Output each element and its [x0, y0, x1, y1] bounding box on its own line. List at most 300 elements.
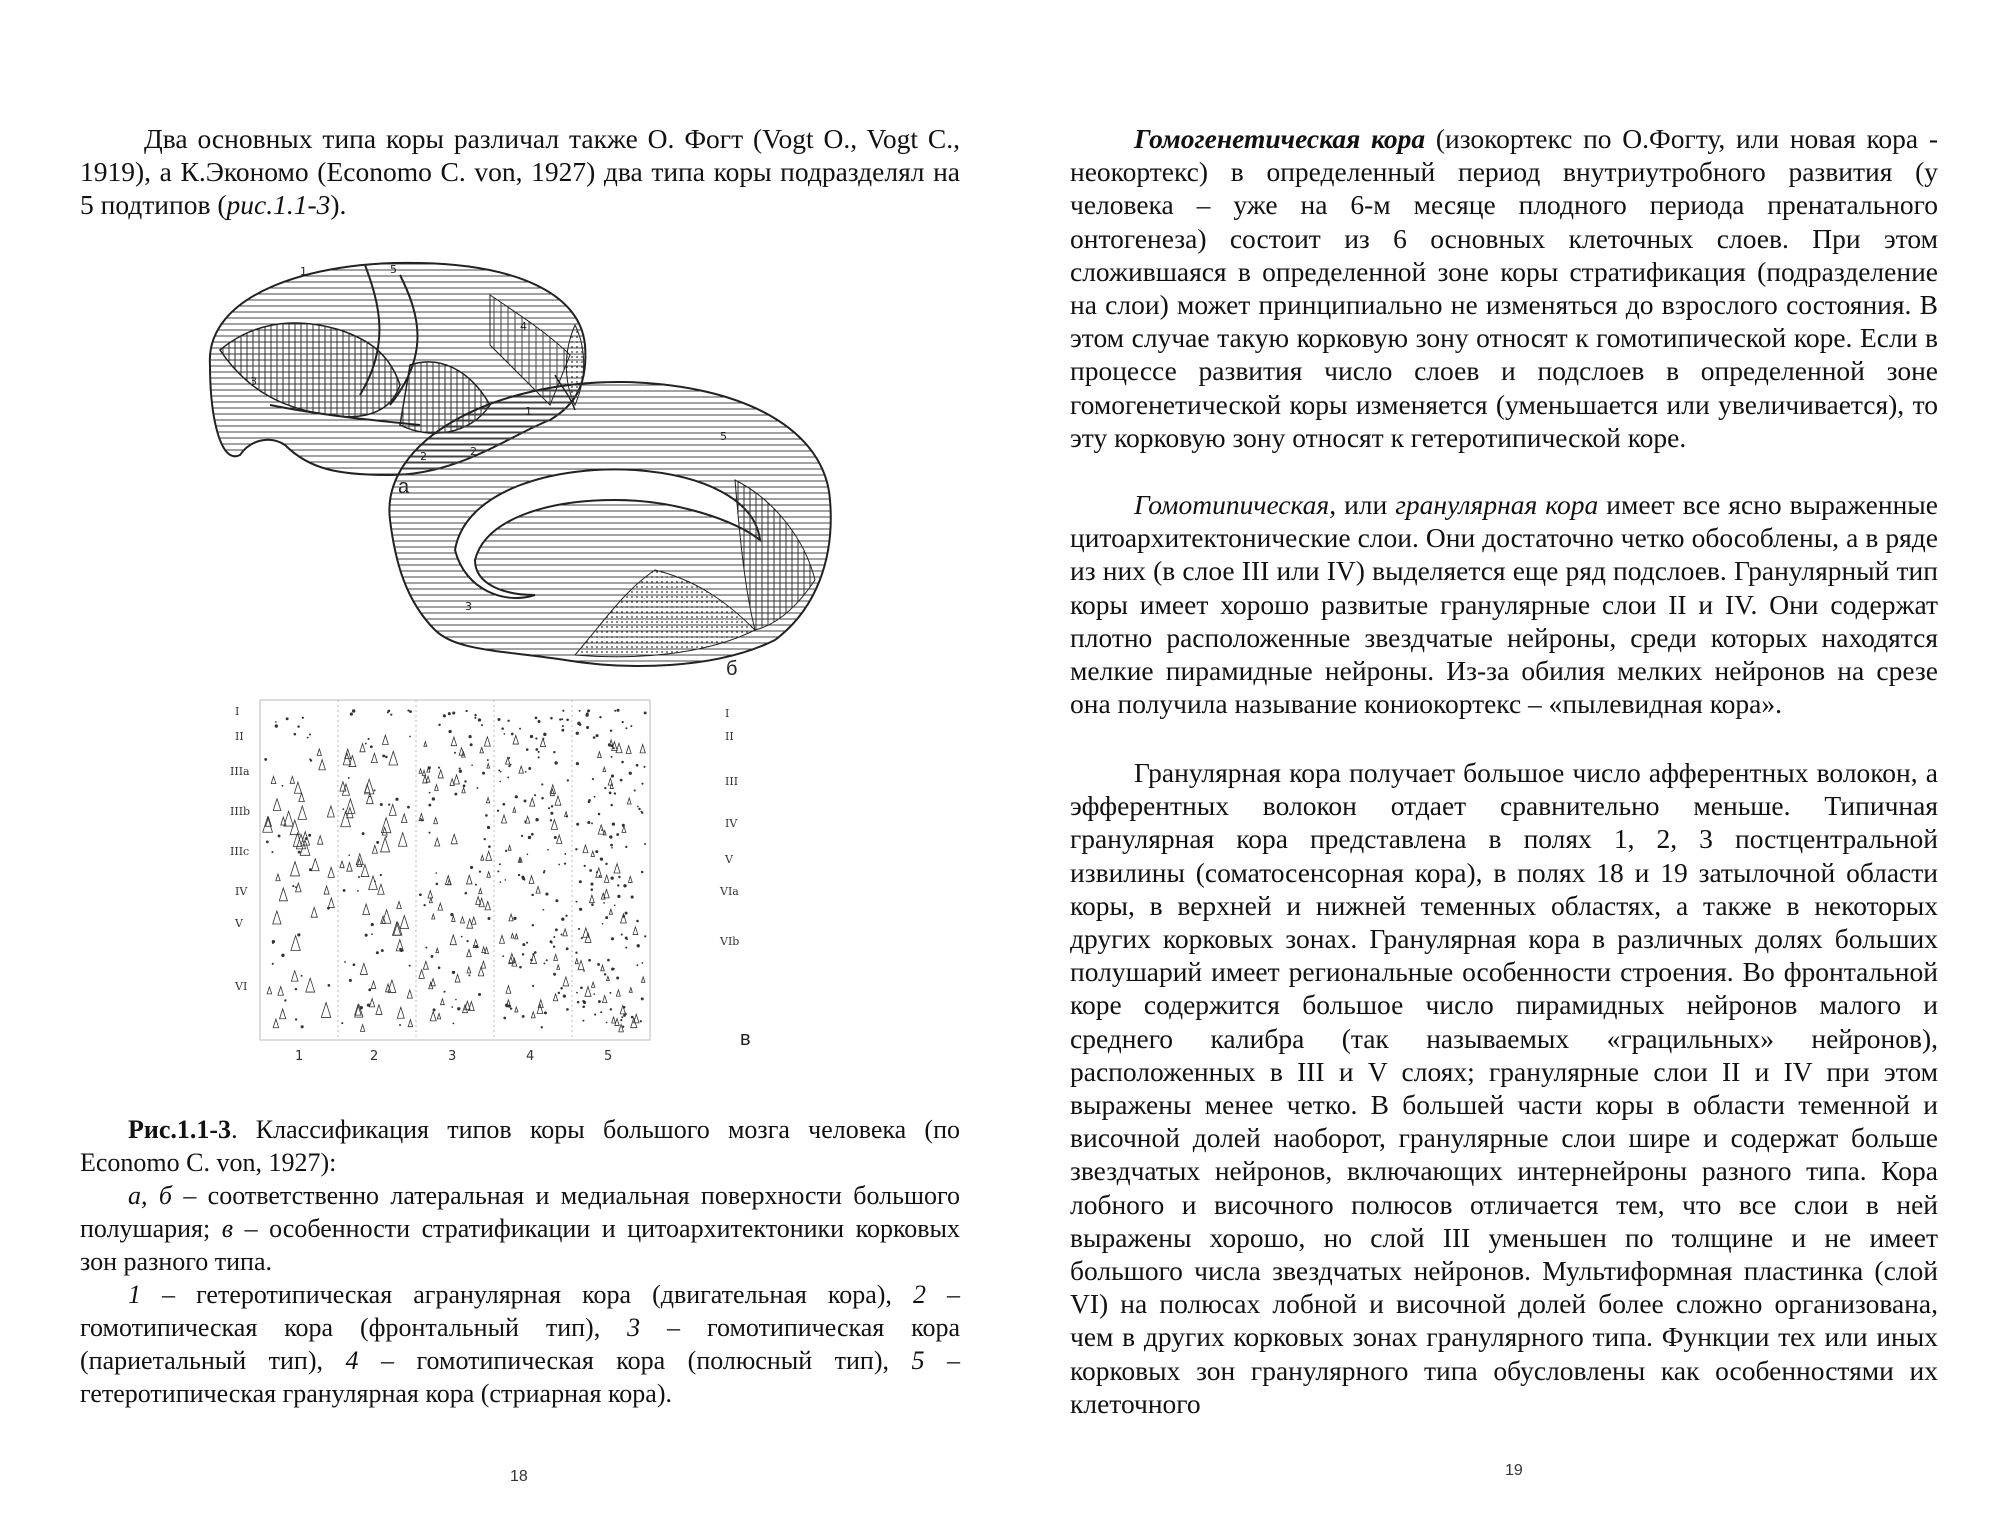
granule-cell [534, 794, 536, 796]
pyramidal-cell [606, 976, 609, 980]
granule-cell [451, 1006, 453, 1008]
granule-cell [562, 725, 564, 727]
granule-cell [620, 1019, 622, 1021]
pyramidal-cell [438, 903, 443, 910]
granule-cell [623, 1014, 626, 1017]
pyramidal-cell [501, 815, 506, 823]
paragraph-homotypic: Гомотипическая, или гранулярная кора имеет все ясно выраженные цитоархитектонические слои. Они достаточно четко обособлены, а в ряде из них (в слое III или IV) выделяется еще ряд подслоев. Гранулярный тип коры имеет хорошо развитые гранулярные слои II и IV. Они содержат плотно расположенные звездчатые нейроны, среди которых находятся мелкие пирамидные нейроны. Из-за обилия мелких нейронов на срезе она получила называние кониокортекс – «пылевидная кора». [1070, 489, 1938, 720]
granule-cell [621, 761, 624, 764]
pyramidal-cell [601, 893, 605, 899]
granule-cell [425, 947, 427, 949]
svg-text:IIIc: IIIc [230, 845, 250, 858]
granule-cell [515, 795, 518, 798]
granule-cell [348, 854, 350, 856]
granule-cell [550, 812, 553, 815]
granule-cell [428, 804, 431, 807]
pyramidal-cell [612, 1017, 616, 1023]
granule-cell [376, 951, 379, 954]
granule-cell [502, 955, 504, 957]
granule-cell [576, 762, 579, 765]
pyramidal-cell [555, 796, 561, 805]
granule-cell [275, 721, 277, 723]
granule-cell [577, 1001, 580, 1004]
granule-cell [586, 712, 589, 715]
pyramidal-cell [540, 738, 545, 746]
pyramidal-cell [378, 884, 384, 894]
granule-cell [292, 885, 294, 887]
granule-cell [468, 735, 471, 738]
granule-cell [438, 724, 440, 726]
granule-cell [465, 710, 467, 712]
pyramidal-cell [347, 863, 352, 872]
pyramidal-cell [583, 845, 588, 853]
pyramidal-cell [537, 1004, 543, 1013]
pyramidal-cell [513, 807, 516, 812]
pyramidal-cell [360, 963, 367, 974]
svg-text:II: II [725, 730, 734, 743]
granule-cell [532, 924, 534, 926]
pyramidal-cell [622, 826, 626, 832]
svg-text:IIIa: IIIa [230, 765, 250, 778]
pyramidal-cell [347, 808, 354, 818]
granule-cell [266, 841, 269, 844]
granule-cell [617, 884, 619, 886]
granule-cell [563, 994, 566, 997]
svg-text:IIIb: IIIb [230, 805, 251, 818]
granule-cell [625, 912, 628, 915]
granule-cell [561, 934, 563, 936]
pyramidal-cell [291, 971, 298, 981]
granule-cell [583, 970, 585, 972]
granule-cell [586, 726, 589, 729]
granule-cell [272, 963, 274, 965]
granule-cell [535, 818, 538, 821]
granule-cell [623, 884, 626, 887]
pyramidal-cell [471, 917, 476, 924]
granule-cell [507, 776, 509, 778]
granule-cell [488, 917, 491, 920]
granule-cell [599, 716, 601, 718]
granule-cell [528, 836, 531, 839]
granule-cell [503, 1017, 506, 1020]
pyramidal-cell [626, 746, 631, 754]
granule-cell [640, 1020, 642, 1022]
pyramidal-cell [451, 737, 457, 746]
pyramidal-cell [389, 804, 396, 815]
granule-cell [463, 784, 466, 787]
granule-cell [609, 792, 612, 795]
pyramidal-cell [291, 936, 300, 951]
granule-cell [297, 725, 299, 727]
pyramidal-cell [467, 949, 472, 956]
granule-cell [554, 836, 557, 839]
granule-cell [591, 903, 594, 906]
pyramidal-cell [423, 961, 428, 969]
granule-cell [433, 1008, 436, 1011]
granule-cell [297, 933, 300, 936]
granule-cell [350, 712, 353, 715]
granule-cell [643, 766, 645, 768]
granule-cell [519, 966, 522, 969]
granule-cell [388, 804, 390, 806]
pyramidal-cell [557, 965, 560, 970]
granule-cell [436, 883, 439, 886]
granule-cell [521, 835, 523, 837]
granule-cell [298, 851, 301, 854]
granule-cell [610, 876, 613, 879]
granule-cell [341, 1022, 343, 1024]
granule-cell [561, 729, 564, 732]
granule-cell [543, 909, 545, 911]
granule-cell [602, 923, 604, 925]
granule-cell [365, 743, 367, 745]
pyramidal-cell [366, 793, 373, 804]
granule-cell [636, 920, 639, 923]
pyramidal-cell [440, 999, 444, 1005]
granule-cell [541, 1026, 543, 1028]
granule-cell [561, 718, 563, 720]
pyramidal-cell [428, 891, 433, 898]
pyramidal-cell [290, 820, 299, 835]
pyramidal-cell [435, 785, 439, 791]
granule-cell [525, 771, 527, 773]
pyramidal-cell [485, 902, 490, 910]
granule-cell [564, 862, 566, 864]
granule-cell [582, 1020, 584, 1022]
pyramidal-cell [519, 766, 524, 773]
granule-cell [576, 823, 579, 826]
pyramidal-cell [598, 825, 604, 834]
granule-cell [498, 770, 500, 772]
pyramidal-cell [462, 788, 465, 793]
pyramidal-cell [616, 743, 622, 753]
granule-cell [371, 923, 374, 926]
granule-cell [610, 730, 612, 732]
granule-cell [479, 870, 481, 872]
granule-cell [468, 974, 470, 976]
granule-cell [295, 988, 297, 990]
granule-cell [348, 777, 350, 779]
pyramidal-cell [616, 990, 620, 996]
granule-cell [365, 934, 368, 937]
granule-cell [622, 721, 624, 723]
granule-cell [641, 871, 644, 874]
pyramidal-cell [508, 845, 511, 850]
granule-cell [453, 1022, 455, 1024]
pyramidal-cell [451, 834, 457, 844]
brain-figure [190, 255, 870, 1085]
granule-cell [474, 717, 476, 719]
granule-cell [387, 710, 390, 713]
granule-cell [395, 798, 398, 801]
granule-cell [438, 767, 440, 769]
pyramidal-cell [340, 861, 344, 868]
pyramidal-cell [424, 742, 427, 747]
pyramidal-cell [480, 747, 484, 753]
granule-cell [611, 968, 614, 971]
granule-cell [636, 764, 639, 767]
page-number-right: 19 [1505, 1462, 1523, 1479]
granule-cell [374, 881, 376, 883]
granule-cell [526, 942, 528, 944]
granule-cell [604, 787, 606, 789]
pyramidal-cell [585, 987, 591, 997]
granule-cell [302, 717, 304, 719]
pyramidal-cell [604, 875, 609, 882]
granule-cell [621, 934, 623, 936]
granule-cell [385, 756, 388, 759]
pyramidal-cell [429, 898, 432, 903]
granule-cell [580, 986, 583, 989]
pyramidal-cell [530, 798, 535, 806]
granule-cell [508, 757, 510, 759]
pyramidal-cell [437, 1013, 440, 1018]
pyramidal-cell [481, 961, 485, 968]
granule-cell [603, 902, 605, 904]
granule-cell [617, 895, 620, 898]
pyramidal-cell [554, 954, 558, 960]
pyramidal-cell [603, 830, 606, 835]
pyramidal-cell [397, 901, 401, 908]
pyramidal-cell [455, 974, 460, 982]
svg-text:VIa: VIa [720, 885, 739, 898]
granule-cell [352, 709, 355, 712]
pyramidal-cell [591, 982, 594, 987]
svg-text:3: 3 [448, 1049, 457, 1064]
pyramidal-cell [426, 776, 430, 782]
granule-cell [349, 979, 352, 982]
granule-cell [576, 992, 578, 994]
granule-cell [309, 733, 311, 735]
granule-cell [532, 953, 534, 955]
pyramidal-cell [324, 886, 329, 894]
pyramidal-cell [467, 967, 471, 973]
granule-cell [610, 804, 612, 806]
pyramidal-cell [628, 876, 632, 882]
granule-cell [471, 764, 473, 766]
granule-cell [545, 892, 548, 895]
pyramidal-cell [419, 970, 424, 979]
granule-cell [594, 796, 596, 798]
pyramidal-cell [609, 909, 612, 914]
granule-cell [610, 1008, 612, 1010]
granule-cell [448, 712, 451, 715]
pyramidal-cell [273, 1019, 279, 1028]
granule-cell [614, 792, 616, 794]
svg-text:2: 2 [370, 1049, 379, 1064]
pyramidal-cell [311, 859, 319, 871]
granule-cell [631, 1016, 634, 1019]
granule-cell [631, 895, 634, 898]
granule-cell [443, 714, 446, 717]
svg-text:V: V [725, 853, 733, 866]
granule-cell [600, 857, 603, 860]
pyramidal-cell [398, 833, 407, 847]
pyramidal-cell [452, 916, 455, 921]
pyramidal-cell [633, 927, 638, 934]
granule-cell [282, 785, 284, 787]
granule-cell [542, 738, 544, 740]
granule-cell [308, 834, 311, 837]
granule-cell [629, 772, 632, 775]
pyramidal-cell [481, 855, 484, 860]
granule-cell [555, 928, 558, 931]
granule-cell [613, 747, 615, 749]
pyramidal-cell [509, 914, 513, 921]
pyramidal-cell [298, 806, 307, 819]
svg-text:IV: IV [235, 885, 248, 898]
pyramidal-cell [614, 864, 620, 873]
granule-cell [562, 710, 564, 712]
granule-cell [474, 714, 476, 716]
pyramidal-cell [319, 760, 326, 770]
pyramidal-cell [360, 744, 365, 752]
cytoarchitecture-panel [260, 700, 650, 1040]
granule-cell [606, 1022, 608, 1024]
granule-cell [553, 751, 555, 753]
granule-cell [587, 821, 590, 824]
granule-cell [481, 724, 483, 726]
pyramidal-cell [487, 872, 491, 878]
granule-cell [609, 992, 611, 994]
granule-cell [535, 737, 537, 739]
granule-cell [281, 954, 284, 957]
pyramidal-cell [434, 818, 438, 824]
pyramidal-cell [360, 1025, 364, 1032]
granule-cell [598, 813, 601, 816]
granule-cell [505, 850, 507, 852]
granule-cell [566, 1008, 569, 1011]
granule-cell [634, 789, 636, 791]
granule-cell [455, 999, 457, 1001]
granule-cell [527, 854, 529, 856]
pyramidal-cell [376, 1005, 382, 1015]
pyramidal-cell [341, 812, 351, 827]
pyramidal-cell [363, 904, 370, 915]
granule-cell [409, 736, 411, 738]
granule-cell [344, 961, 346, 963]
granule-cell [461, 936, 463, 938]
pyramidal-cell [511, 933, 514, 938]
svg-text:2: 2 [420, 450, 427, 463]
pyramidal-cell [563, 929, 567, 936]
granule-cell [399, 948, 402, 951]
granule-cell [625, 846, 627, 848]
granule-cell [550, 717, 553, 720]
pyramidal-cell [602, 996, 606, 1003]
granule-cell [409, 710, 412, 713]
pyramidal-cell [608, 778, 612, 785]
pyramidal-cell [436, 948, 439, 952]
granule-cell [538, 751, 540, 753]
granule-cell [614, 710, 616, 712]
granule-cell [522, 1015, 525, 1018]
granule-cell [374, 789, 376, 791]
pyramidal-cell [450, 779, 454, 786]
intro-paragraph: Два основных типа коры различал также О. Фогт (Vogt O., Vogt C., 1919), а К.Экономо (Economo C. von, 1927) два типа коры подразделял на 5 подтипов (рис.1.1-3). [80, 123, 960, 221]
column-numbers [295, 1049, 612, 1064]
granule-cell [537, 720, 540, 723]
granule-cell [501, 727, 504, 730]
granule-cell [584, 865, 586, 867]
granule-cell [641, 962, 643, 964]
svg-text:5: 5 [390, 263, 397, 276]
granule-cell [497, 810, 499, 812]
granule-cell [264, 758, 267, 761]
granule-cell [579, 908, 582, 911]
pyramidal-cell [327, 806, 334, 817]
granule-cell [499, 863, 501, 865]
svg-text:III: III [725, 775, 739, 788]
granule-cell [564, 853, 566, 855]
pyramidal-cell [407, 990, 412, 998]
pyramidal-cell [400, 916, 408, 929]
pyramidal-cell [267, 987, 272, 994]
pyramidal-cell [389, 751, 398, 765]
granule-cell [644, 843, 646, 845]
label-v: в [740, 1028, 751, 1050]
granule-cell [610, 844, 613, 847]
svg-text:I: I [235, 705, 240, 718]
granule-cell [399, 1024, 401, 1026]
granule-cell [459, 770, 462, 773]
granule-cell [380, 874, 382, 876]
granule-cell [370, 745, 373, 748]
granule-cell [550, 819, 552, 821]
granule-cell [601, 829, 603, 831]
pyramidal-cell [397, 1007, 404, 1018]
svg-text:4: 4 [520, 320, 527, 333]
granule-cell [644, 711, 647, 714]
layer-labels-right [719, 707, 739, 948]
svg-text:5: 5 [604, 1049, 613, 1064]
granule-cell [640, 811, 642, 813]
granule-cell [500, 771, 502, 773]
granule-cell [294, 733, 297, 736]
granule-cell [560, 987, 563, 990]
granule-cell [553, 936, 555, 938]
granule-cell [554, 761, 557, 764]
granule-cell [618, 876, 620, 878]
granule-cell [357, 890, 359, 892]
granule-cell [600, 1011, 602, 1013]
svg-text:I: I [725, 707, 730, 720]
pyramidal-cell [271, 776, 276, 783]
granule-cell [380, 803, 383, 806]
paragraph-homogenetic: Гомогенетическая кора (изокортекс по О.Фогту, или новая кора - неокортекс) в определенный период внутриутробного развития (у человека – уже на 6-м месяце плодного периода пренатального онтогенеза) состоит из 6 основных клеточных слоев. При этом сложившаяся в определенной зоне коры стратификация (подразделение на слои) может принципиально не изменяться до взрослого состояния. В этом случае такую корковую зону относят к гомотипической коре. Если в процессе развития число слоев и подслоев в определенной зоне гомогенетической коры изменяется (уменьшается или увеличивается), то эту корковую зону относят к гетеротипической коре. [1070, 123, 1938, 453]
granule-cell [343, 889, 346, 892]
granule-cell [582, 1005, 585, 1008]
granule-cell [644, 935, 646, 937]
svg-text:3: 3 [465, 600, 472, 613]
pyramidal-cell [467, 875, 473, 884]
granule-cell [591, 822, 593, 824]
pyramidal-cell [435, 838, 440, 846]
pyramidal-cell [276, 874, 280, 881]
granule-cell [596, 871, 598, 873]
pyramidal-cell [610, 783, 613, 788]
granule-cell [620, 779, 623, 782]
granule-cell [428, 766, 431, 769]
pyramidal-cell [419, 769, 422, 774]
granule-cell [594, 1014, 596, 1016]
granule-cell [358, 876, 360, 878]
pyramidal-cell [382, 735, 388, 744]
granule-cell [589, 869, 592, 872]
pyramidal-cell [486, 798, 489, 803]
granule-cell [452, 711, 455, 714]
granule-cell [465, 892, 468, 895]
